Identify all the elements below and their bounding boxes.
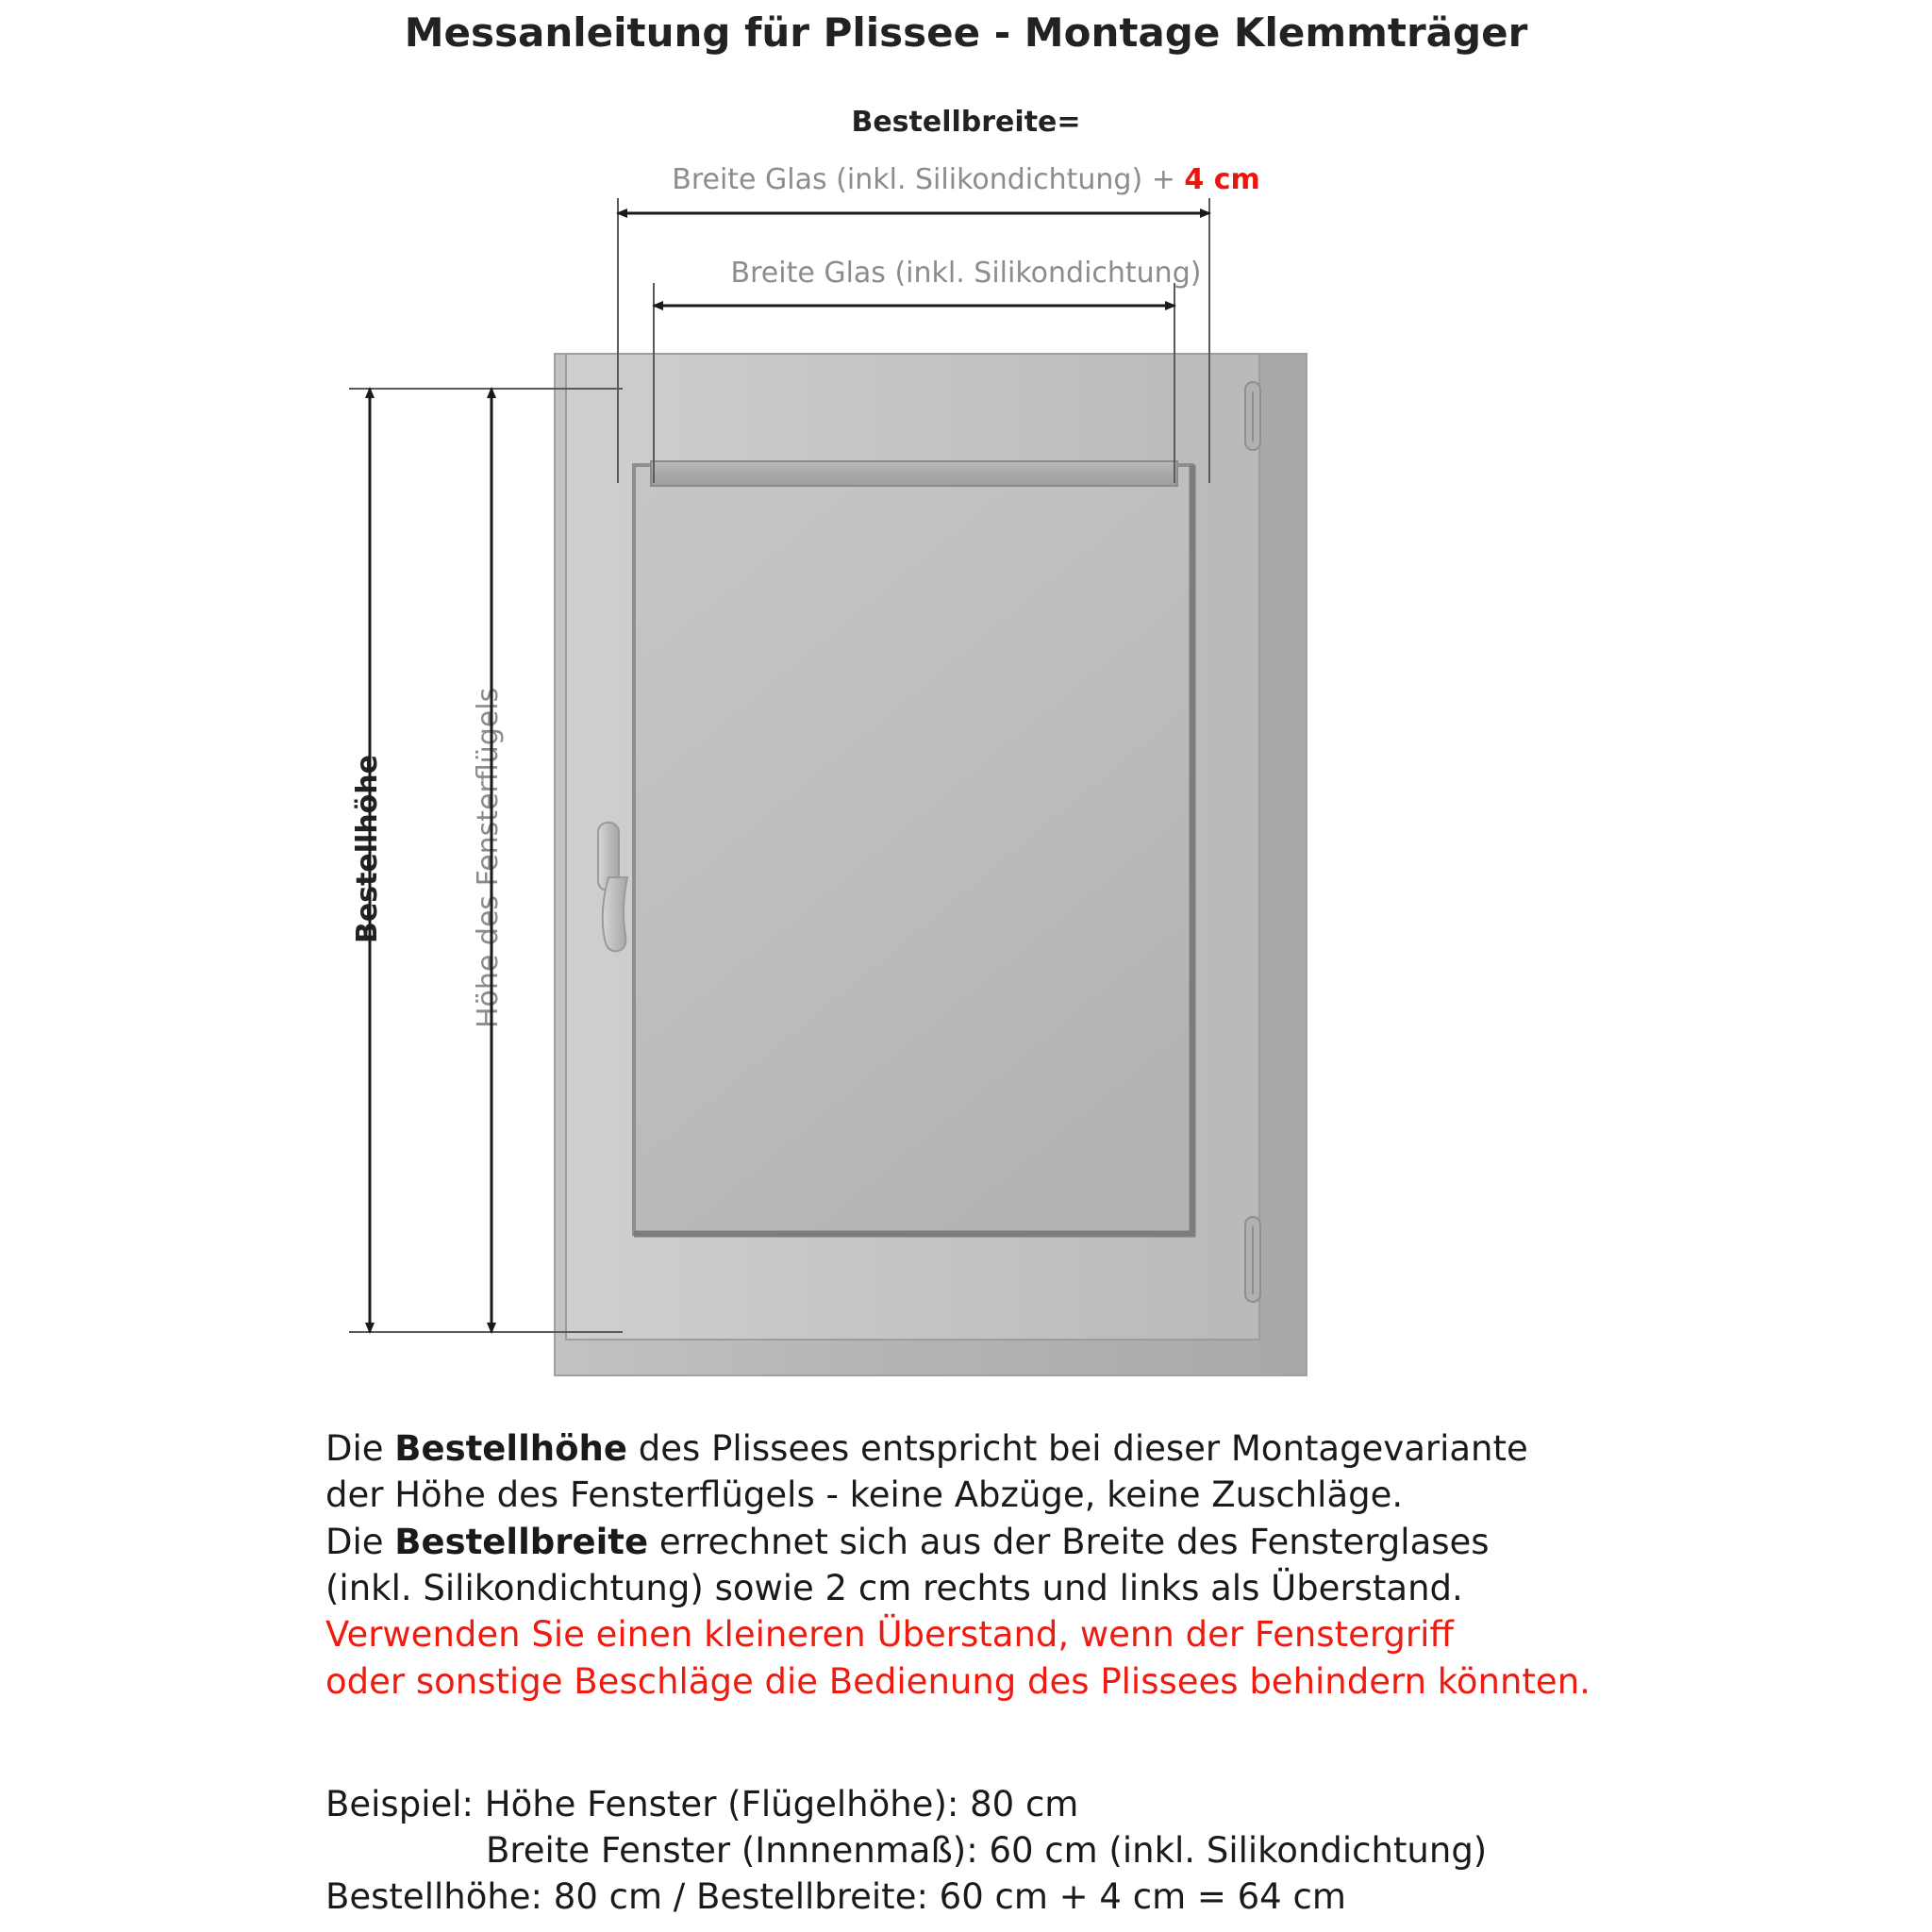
glass-pane bbox=[634, 465, 1192, 1234]
example-line-1: Beispiel: Höhe Fenster (Flügelhöhe): 80 cm bbox=[325, 1784, 1079, 1824]
example-line-2: Breite Fenster (Innnenmaß): 60 cm (inkl. Silikondichtung) bbox=[486, 1830, 1488, 1872]
order-width-label: Bestellbreite= bbox=[851, 106, 1081, 139]
glass-width-label: Breite Glas (inkl. Silikondichtung) bbox=[730, 257, 1202, 290]
example-block bbox=[325, 1781, 1740, 1921]
window-hinge-top-icon bbox=[1245, 382, 1260, 450]
window-hinge-bottom-icon bbox=[1245, 1217, 1260, 1302]
warning-line-2: oder sonstige Beschläge die Bedienung des Plissees behindern könnten. bbox=[325, 1660, 1591, 1702]
instruction-text bbox=[325, 1426, 1646, 1706]
plisse-head-rail bbox=[651, 461, 1177, 486]
sash-height-label: Höhe des Fensterflügels bbox=[472, 687, 505, 1028]
instruction-line-4: (inkl. Silikondichtung) sowie 2 cm rechts und links als Überstand. bbox=[325, 1568, 1463, 1609]
instruction-line-3: Die Bestellbreite errechnet sich aus der Breite des Fensterglases bbox=[325, 1521, 1490, 1562]
instruction-line-1: Die Bestellhöhe des Plissees entspricht bei dieser Montagevariante bbox=[325, 1428, 1528, 1469]
warning-line-1: Verwenden Sie einen kleineren Überstand, wenn der Fenstergriff bbox=[325, 1614, 1454, 1656]
page-title: Messanleitung für Plissee - Montage Klemmträger bbox=[404, 9, 1528, 56]
glass-width-plus-prefix: Breite Glas (inkl. Silikondichtung) + bbox=[672, 163, 1185, 196]
order-height-label: Bestellhöhe bbox=[351, 755, 384, 943]
instruction-line-2: der Höhe des Fensterflügels - keine Abzüge, keine Zuschläge. bbox=[325, 1474, 1404, 1516]
glass-width-plus-value: 4 cm bbox=[1184, 163, 1260, 196]
example-line-3: Bestellhöhe: 80 cm / Bestellbreite: 60 cm + 4 cm = 64 cm bbox=[325, 1876, 1346, 1918]
